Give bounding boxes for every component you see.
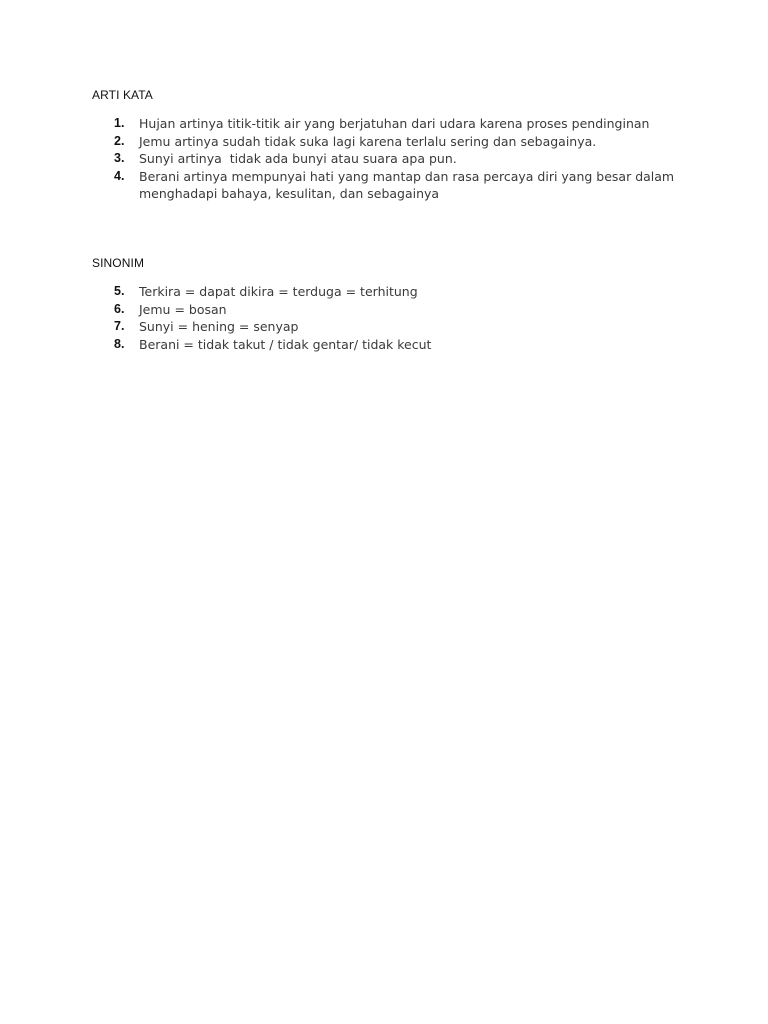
section-heading-sinonim: SINONIM xyxy=(92,256,145,270)
sinonim-list xyxy=(0,283,768,353)
section-heading-arti-kata: ARTI KATA xyxy=(92,88,153,102)
list-number: 6. xyxy=(114,301,125,316)
list-text: Hujan artinya titik-titik air yang berjatuhan dari udara karena proses pendinginan xyxy=(139,116,650,131)
list-text: Sunyi artinya tidak ada bunyi atau suara apa pun. xyxy=(139,151,457,166)
list-text: Terkira = dapat dikira = terduga = terhitung xyxy=(139,284,418,299)
list-item xyxy=(0,168,768,203)
list-number: 2. xyxy=(114,133,125,148)
arti-kata-list xyxy=(0,115,768,203)
list-item xyxy=(0,301,768,319)
list-number: 8. xyxy=(114,336,125,351)
list-item xyxy=(0,133,768,151)
list-number: 3. xyxy=(114,151,125,165)
list-text: Sunyi = hening = senyap xyxy=(139,319,299,334)
list-text: Jemu = bosan xyxy=(139,301,227,317)
list-number: 5. xyxy=(114,284,125,298)
list-item xyxy=(0,336,768,354)
list-item xyxy=(0,283,768,301)
list-number: 7. xyxy=(114,319,125,333)
list-item xyxy=(0,150,768,168)
list-text: Berani artinya mempunyai hati yang mantap dan rasa percaya diri yang besar dalam menghadapi bahaya, kesulitan, dan sebagainya xyxy=(139,168,679,201)
list-text: Berani = tidak takut / tidak gentar/ tidak kecut xyxy=(139,336,432,352)
list-number: 4. xyxy=(114,168,125,183)
list-item xyxy=(0,115,768,133)
list-number: 1. xyxy=(114,116,125,130)
list-text: Jemu artinya sudah tidak suka lagi karena terlalu sering dan sebagainya. xyxy=(139,133,597,149)
list-item xyxy=(0,318,768,336)
